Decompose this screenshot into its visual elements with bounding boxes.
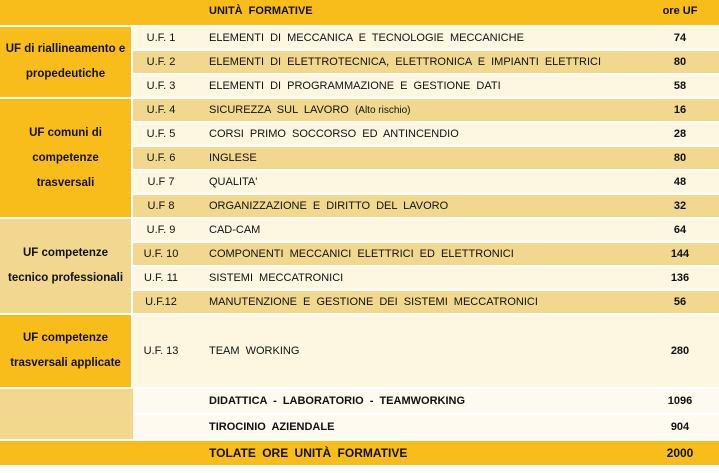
- table-row: [0, 99, 719, 123]
- uf-description: ELEMENTI DI ELETTROTECNICA, ELETTRONICA E IMPIANTI ELETTRICI: [201, 51, 621, 75]
- summary-row: [0, 389, 719, 415]
- uf-hours: 80: [621, 147, 719, 171]
- total-label: TOLATE ORE UNITÀ FORMATIVE: [201, 441, 621, 465]
- uf-hours: 16: [621, 99, 719, 123]
- uf-description: COMPONENTI MECCANICI ELETTRICI ED ELETTRONICI: [201, 243, 621, 267]
- uf-code: U.F. 4: [133, 99, 201, 123]
- uf-hours: 74: [621, 27, 719, 51]
- category-trasversali: UF comuni di competenze trasversali: [0, 99, 133, 219]
- uf-code: U.F. 6: [133, 147, 201, 171]
- uf-code: U.F. 13: [133, 315, 201, 389]
- uf-description: INGLESE: [201, 147, 621, 171]
- uf-description: ELEMENTI DI PROGRAMMAZIONE E GESTIONE DATI: [201, 75, 621, 99]
- uf-description-text: SICUREZZA SUL LAVORO: [209, 104, 349, 116]
- uf-hours: 58: [621, 75, 719, 99]
- uf-description-note: (Alto rischio): [354, 105, 411, 116]
- uf-description: [201, 99, 621, 123]
- table-row: [0, 27, 719, 51]
- uf-hours: 80: [621, 51, 719, 75]
- uf-code: U.F. 10: [133, 243, 201, 267]
- uf-code: U.F.12: [133, 291, 201, 315]
- header-hours-label: ore UF: [621, 0, 719, 27]
- category-trasversali-applicate: UF competenze trasversali applicate: [0, 315, 133, 389]
- uf-hours: 28: [621, 123, 719, 147]
- header-title: UNITÀ FORMATIVE: [201, 0, 621, 27]
- uf-description: SISTEMI MECCATRONICI: [201, 267, 621, 291]
- category-riallineamento: UF di riallineamento e propedeutiche: [0, 27, 133, 99]
- table-row: [0, 219, 719, 243]
- uf-code: U.F 8: [133, 195, 201, 219]
- total-hours: 2000: [621, 441, 719, 465]
- uf-code: U.F. 1: [133, 27, 201, 51]
- uf-hours: 56: [621, 291, 719, 315]
- total-row: [0, 441, 719, 465]
- uf-hours: 64: [621, 219, 719, 243]
- summary-description: TIROCINIO AZIENDALE: [201, 415, 621, 441]
- category-tecnico-professionali: UF competenze tecnico professionali: [0, 219, 133, 315]
- table-row: [0, 315, 719, 389]
- uf-code: U.F. 11: [133, 267, 201, 291]
- uf-hours: 144: [621, 243, 719, 267]
- uf-code: U.F. 3: [133, 75, 201, 99]
- uf-description: MANUTENZIONE E GESTIONE DEI SISTEMI MECCATRONICI: [201, 291, 621, 315]
- uf-description: QUALITA': [201, 171, 621, 195]
- uf-hours: 136: [621, 267, 719, 291]
- summary-hours: 1096: [621, 389, 719, 415]
- uf-description: CAD-CAM: [201, 219, 621, 243]
- uf-hours: 32: [621, 195, 719, 219]
- summary-hours: 904: [621, 415, 719, 441]
- summary-description: DIDATTICA - LABORATORIO - TEAMWORKING: [201, 389, 621, 415]
- uf-code: U.F. 2: [133, 51, 201, 75]
- uf-description: TEAM WORKING: [201, 315, 621, 389]
- uf-description: ORGANIZZAZIONE E DIRITTO DEL LAVORO: [201, 195, 621, 219]
- uf-description: CORSI PRIMO SOCCORSO ED ANTINCENDIO: [201, 123, 621, 147]
- uf-hours: 48: [621, 171, 719, 195]
- header-row: [0, 0, 719, 27]
- uf-description: ELEMENTI DI MECCANICA E TECNOLOGIE MECCANICHE: [201, 27, 621, 51]
- uf-code: U.F. 9: [133, 219, 201, 243]
- uf-hours: 280: [621, 315, 719, 389]
- uf-code: U.F 7: [133, 171, 201, 195]
- uf-code: U.F. 5: [133, 123, 201, 147]
